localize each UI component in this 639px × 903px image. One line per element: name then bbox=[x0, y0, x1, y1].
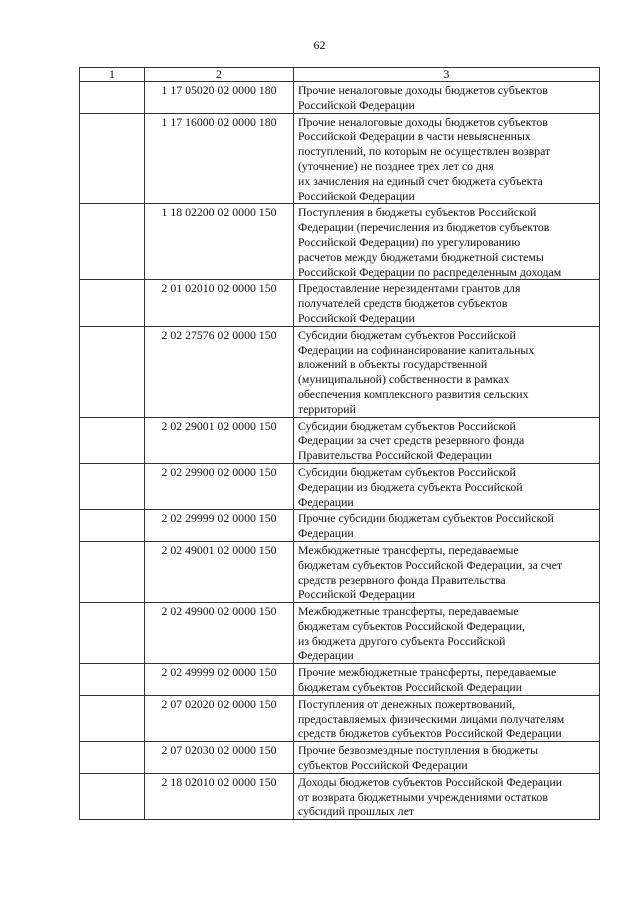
revenue-name-line: Российской Федерации) по урегулированию bbox=[298, 234, 521, 249]
row-number-cell bbox=[80, 541, 145, 602]
budget-code-cell: 1 18 02200 02 0000 150 bbox=[145, 204, 294, 280]
budget-code-cell: 2 02 29900 02 0000 150 bbox=[145, 463, 294, 509]
revenue-name-cell bbox=[294, 326, 600, 417]
revenue-name-line: Прочие неналоговые доходы бюджетов субъектов bbox=[298, 114, 548, 129]
revenue-name-line: Федерации bbox=[298, 648, 354, 663]
revenue-name-line: их зачисления на единый счет бюджета субъекта bbox=[298, 173, 543, 188]
row-number-cell bbox=[80, 204, 145, 280]
row-number-cell bbox=[80, 463, 145, 509]
revenue-name-cell bbox=[294, 204, 600, 280]
table-row bbox=[80, 417, 600, 463]
revenue-name-cell bbox=[294, 664, 600, 696]
budget-code-cell: 2 02 49001 02 0000 150 bbox=[145, 541, 294, 602]
revenue-name-line: Федерации за счет средств резервного фонда bbox=[298, 433, 525, 448]
revenue-name-line: Российской Федерации bbox=[298, 97, 415, 112]
budget-code-cell: 1 17 05020 02 0000 180 bbox=[145, 82, 294, 114]
revenue-name-line: поступлений, по которым не осуществлен возврат bbox=[298, 144, 551, 159]
row-number-cell bbox=[80, 664, 145, 696]
revenue-name-cell bbox=[294, 541, 600, 602]
revenue-name-cell bbox=[294, 510, 600, 542]
table-row bbox=[80, 603, 600, 664]
table-row bbox=[80, 82, 600, 114]
revenue-name-line: бюджетам субъектов Российской Федерации, за счет bbox=[298, 557, 563, 572]
row-number-cell bbox=[80, 510, 145, 542]
row-number-cell bbox=[80, 742, 145, 774]
revenue-name-line: получателей средств бюджетов субъектов bbox=[298, 296, 508, 311]
revenue-name-line: Российской Федерации bbox=[298, 310, 415, 325]
budget-code-cell: 1 17 16000 02 0000 180 bbox=[145, 113, 294, 204]
revenue-name-line: Российской Федерации по распределенным доходам bbox=[298, 264, 562, 279]
budget-code-cell: 2 07 02030 02 0000 150 bbox=[145, 742, 294, 774]
revenue-name-line: (уточнение) не позднее трех лет со дня bbox=[298, 158, 494, 173]
revenue-name-line: Прочие безвозмездные поступления в бюджеты bbox=[298, 743, 539, 758]
revenue-name-line: Федерации bbox=[298, 494, 354, 509]
revenue-name-cell bbox=[294, 463, 600, 509]
row-number-cell bbox=[80, 113, 145, 204]
revenue-name-cell bbox=[294, 82, 600, 114]
table-row bbox=[80, 541, 600, 602]
revenue-name-line: вложений в объекты государственной bbox=[298, 357, 488, 372]
revenue-name-line: бюджетам субъектов Российской Федерации, bbox=[298, 618, 526, 633]
revenue-name-line: бюджетам субъектов Российской Федерации bbox=[298, 680, 523, 695]
row-number-cell bbox=[80, 82, 145, 114]
revenue-name-line: средств бюджетов субъектов Российской Федерации bbox=[298, 726, 562, 741]
row-number-cell bbox=[80, 603, 145, 664]
budget-codes-table bbox=[79, 67, 600, 820]
revenue-name-line: Межбюджетные трансферты, передаваемые bbox=[298, 604, 519, 619]
revenue-name-line: Прочие неналоговые доходы бюджетов субъектов bbox=[298, 83, 548, 97]
revenue-name-line: Федерации на софинансирование капитальных bbox=[298, 342, 535, 357]
column-header-1: 1 bbox=[80, 68, 145, 82]
row-number-cell bbox=[80, 417, 145, 463]
revenue-name-line: Прочие субсидии бюджетам субъектов Российской bbox=[298, 511, 554, 526]
row-number-cell bbox=[80, 280, 145, 326]
revenue-name-line: из бюджета другого субъекта Российской bbox=[298, 633, 506, 648]
revenue-name-line: расчетов между бюджетами бюджетной системы bbox=[298, 249, 544, 264]
revenue-name-line: обеспечения комплексного развития сельских bbox=[298, 386, 529, 401]
revenue-name-cell bbox=[294, 695, 600, 741]
table-row bbox=[80, 510, 600, 542]
table-row bbox=[80, 773, 600, 819]
table-row bbox=[80, 204, 600, 280]
revenue-name-cell bbox=[294, 603, 600, 664]
revenue-name-cell bbox=[294, 742, 600, 774]
column-header-2: 2 bbox=[145, 68, 294, 82]
revenue-name-line: Субсидии бюджетам субъектов Российской bbox=[298, 464, 516, 479]
table-row bbox=[80, 326, 600, 417]
budget-code-cell: 2 02 29001 02 0000 150 bbox=[145, 417, 294, 463]
budget-code-cell: 2 01 02010 02 0000 150 bbox=[145, 280, 294, 326]
table-row bbox=[80, 280, 600, 326]
revenue-name-line: Поступления от денежных пожертвований, bbox=[298, 696, 516, 711]
revenue-name-cell bbox=[294, 773, 600, 819]
revenue-name-line: Доходы бюджетов субъектов Российской Федерации bbox=[298, 774, 563, 789]
revenue-name-line: Федерации (перечисления из бюджетов субъектов bbox=[298, 220, 550, 235]
revenue-name-cell bbox=[294, 280, 600, 326]
revenue-name-line: средств резервного фонда Правительства bbox=[298, 572, 506, 587]
revenue-name-cell bbox=[294, 417, 600, 463]
budget-code-cell: 2 02 49999 02 0000 150 bbox=[145, 664, 294, 696]
revenue-name-line: Прочие межбюджетные трансферты, передаваемые bbox=[298, 665, 557, 680]
table-row bbox=[80, 742, 600, 774]
revenue-name-line: Российской Федерации в части невыясненных bbox=[298, 129, 531, 144]
table-header-row bbox=[80, 68, 600, 82]
table-row bbox=[80, 463, 600, 509]
budget-code-cell: 2 02 49900 02 0000 150 bbox=[145, 603, 294, 664]
revenue-name-line: Российской Федерации bbox=[298, 587, 415, 602]
revenue-name-line: Субсидии бюджетам субъектов Российской bbox=[298, 327, 516, 342]
revenue-name-line: Федерации bbox=[298, 526, 354, 541]
revenue-name-line: Субсидии бюджетам субъектов Российской bbox=[298, 418, 516, 433]
revenue-name-cell bbox=[294, 113, 600, 204]
revenue-name-line: территорий bbox=[298, 401, 356, 416]
page-number: 62 bbox=[313, 38, 326, 52]
row-number-cell bbox=[80, 773, 145, 819]
table-row bbox=[80, 695, 600, 741]
revenue-name-line: Межбюджетные трансферты, передаваемые bbox=[298, 542, 519, 557]
budget-code-cell: 2 02 27576 02 0000 150 bbox=[145, 326, 294, 417]
revenue-name-line: Правительства Российской Федерации bbox=[298, 448, 492, 463]
revenue-name-line: от возврата бюджетными учреждениями остатков bbox=[298, 789, 548, 804]
budget-code-cell: 2 07 02020 02 0000 150 bbox=[145, 695, 294, 741]
revenue-name-line: Российской Федерации bbox=[298, 188, 415, 203]
revenue-name-line: Поступления в бюджеты субъектов Российской bbox=[298, 205, 537, 220]
revenue-name-line: субсидий прошлых лет bbox=[298, 804, 415, 819]
row-number-cell bbox=[80, 326, 145, 417]
revenue-name-line: Предоставление нерезидентами грантов для bbox=[298, 281, 521, 296]
revenue-name-line: субъектов Российской Федерации bbox=[298, 758, 468, 773]
row-number-cell bbox=[80, 695, 145, 741]
budget-code-cell: 2 18 02010 02 0000 150 bbox=[145, 773, 294, 819]
column-header-3: 3 bbox=[294, 68, 600, 82]
budget-code-cell: 2 02 29999 02 0000 150 bbox=[145, 510, 294, 542]
table-row bbox=[80, 664, 600, 696]
table-row bbox=[80, 113, 600, 204]
revenue-name-line: Федерации из бюджета субъекта Российской bbox=[298, 479, 523, 494]
revenue-name-line: (муниципальной) собственности в рамках bbox=[298, 372, 510, 387]
revenue-name-line: предоставляемых физическими лицами получателям bbox=[298, 711, 565, 726]
